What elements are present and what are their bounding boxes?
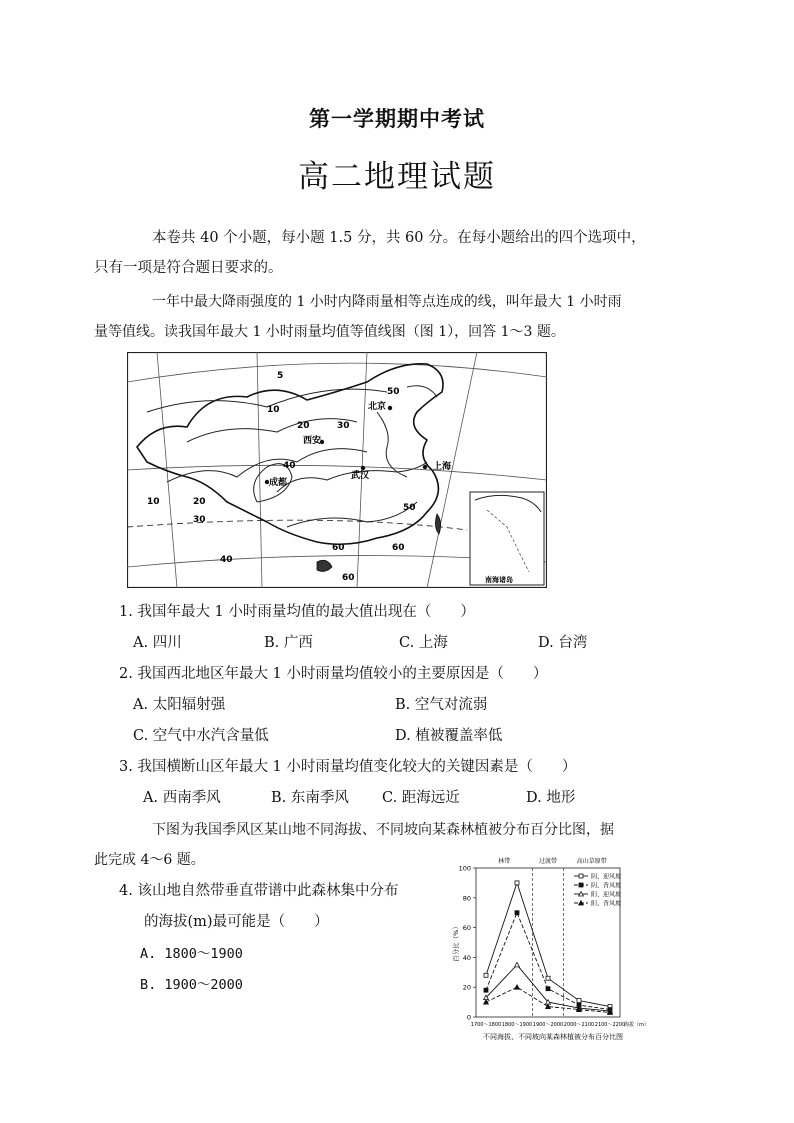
contour-label: 40 bbox=[283, 461, 296, 471]
question-1-stem: 1. 我国年最大 1 小时雨量均值的最大值出现在（ ） bbox=[119, 604, 475, 620]
data-point bbox=[484, 1000, 489, 1004]
city-label-shanghai: 上海 bbox=[433, 462, 452, 472]
y-tick-label: 60 bbox=[462, 924, 471, 933]
data-point bbox=[515, 911, 519, 915]
question-2-option-a: A. 太阳辐射强 bbox=[133, 697, 226, 713]
data-point bbox=[515, 881, 519, 885]
question-1-option-c: C. 上海 bbox=[399, 635, 448, 651]
question-1-option-a: A. 四川 bbox=[133, 635, 182, 651]
x-axis-label: 海拔（m） bbox=[624, 1022, 649, 1028]
question-4-option-a: A. 1800～1900 bbox=[140, 946, 243, 962]
contour-label: 60 bbox=[392, 543, 405, 553]
contour-label: 10 bbox=[267, 405, 280, 415]
contour-label: 60 bbox=[332, 543, 345, 553]
city-label-chengdu: 成都 bbox=[269, 478, 288, 488]
instructions-line-2: 只有一项是符合题日要求的。 bbox=[94, 260, 283, 276]
rainfall-isoline-map bbox=[127, 352, 547, 588]
x-tick-label: 2100～2200 bbox=[594, 1022, 626, 1028]
intro1-line-2: 量等值线。读我国年最大 1 小时雨量均值等值线图（图 1），回答 1～3 题。 bbox=[94, 324, 565, 340]
contour-label: 10 bbox=[147, 497, 160, 507]
exam-subtitle: 高二地理试题 bbox=[298, 159, 496, 195]
instructions-line-1: 本卷共 40 个小题，每小题 1.5 分，共 60 分。在每小题给出的四个选项中， bbox=[152, 230, 646, 246]
x-tick-label: 1900～2000 bbox=[532, 1022, 564, 1028]
contour-label: 50 bbox=[403, 503, 416, 513]
legend-label: 阴、背风坡 bbox=[591, 882, 622, 890]
x-tick-label: 2000～2100 bbox=[563, 1022, 595, 1028]
exam-title: 第一学期期中考试 bbox=[309, 106, 485, 131]
inset-frame bbox=[470, 492, 544, 585]
city-label-beijing: 北京 bbox=[368, 402, 387, 412]
data-point bbox=[515, 985, 520, 989]
forest-distribution-chart bbox=[446, 852, 660, 1044]
zone-label: 林带 bbox=[498, 858, 511, 865]
inset-label: 南海诸岛 bbox=[485, 576, 513, 584]
question-4-option-b: B. 1900～2000 bbox=[140, 977, 243, 993]
question-1-option-d: D. 台湾 bbox=[538, 635, 588, 651]
contour-label: 5 bbox=[277, 371, 284, 381]
question-2-option-c: C. 空气中水汽含量低 bbox=[133, 728, 269, 744]
question-1-option-b: B. 广西 bbox=[264, 635, 313, 651]
y-tick-label: 100 bbox=[458, 864, 471, 873]
question-3-stem: 3. 我国横断山区年最大 1 小时雨量均值变化较大的关键因素是（ ） bbox=[119, 759, 577, 775]
y-tick-label: 20 bbox=[462, 983, 471, 992]
question-3-option-a: A. 西南季风 bbox=[143, 790, 221, 806]
intro1-line-1: 一年中最大降雨强度的 1 小时内降雨量相等点连成的线，叫年最大 1 小时雨 bbox=[152, 294, 622, 310]
city-marker-beijing bbox=[388, 406, 392, 410]
data-point bbox=[484, 973, 488, 977]
data-point bbox=[515, 962, 520, 966]
city-marker-shanghai bbox=[423, 465, 427, 469]
contour-label: 30 bbox=[337, 421, 350, 431]
chart-legend bbox=[574, 872, 621, 907]
chart-svg bbox=[446, 852, 660, 1044]
question-4-stem-line-1: 4. 该山地自然带垂直带谱中此森林集中分布 bbox=[119, 883, 399, 899]
city-marker-wuhan bbox=[361, 466, 365, 470]
intro2-line-2: 此完成 4～6 题。 bbox=[94, 852, 205, 868]
map-svg bbox=[127, 352, 547, 588]
question-3-option-c: C. 距海远近 bbox=[382, 790, 460, 806]
y-tick-label: 0 bbox=[466, 1013, 471, 1022]
chart-title: 不同海拔、不同坡向某森林植被分布百分比图 bbox=[483, 1033, 623, 1041]
question-2-option-d: D. 植被覆盖率低 bbox=[395, 728, 503, 744]
question-3-option-b: B. 东南季风 bbox=[271, 790, 349, 806]
legend-label: 阳、迎风坡 bbox=[591, 891, 622, 899]
zone-label: 高山草原带 bbox=[576, 858, 607, 865]
contour-label: 40 bbox=[220, 555, 233, 565]
series-line-2 bbox=[486, 913, 610, 1010]
contour-label: 60 bbox=[342, 573, 355, 583]
contour-label: 50 bbox=[387, 387, 400, 397]
city-label-wuhan: 武汉 bbox=[351, 471, 370, 481]
x-tick-label: 1800～1900 bbox=[501, 1022, 533, 1028]
legend-marker bbox=[579, 883, 583, 887]
question-2-stem: 2. 我国西北地区年最大 1 小时雨量均值较小的主要原因是（ ） bbox=[119, 666, 548, 682]
question-3-option-d: D. 地形 bbox=[526, 790, 576, 806]
legend-label: 阳、背风坡 bbox=[591, 900, 622, 908]
zone-label: 过渡带 bbox=[538, 858, 558, 865]
data-point bbox=[484, 988, 488, 992]
intro2-line-1: 下图为我国季风区某山地不同海拔、不同坡向某森林植被分布百分比图，据 bbox=[152, 822, 614, 838]
data-point bbox=[546, 976, 550, 980]
data-point bbox=[546, 987, 550, 991]
city-label-xian: 西安 bbox=[303, 436, 322, 446]
y-tick-label: 40 bbox=[462, 953, 471, 962]
contour-label: 20 bbox=[297, 421, 310, 431]
legend-label: 阴、迎风坡 bbox=[591, 873, 622, 881]
question-2-option-b: B. 空气对流弱 bbox=[395, 697, 488, 713]
data-point bbox=[577, 999, 581, 1003]
y-tick-label: 80 bbox=[462, 894, 471, 903]
question-4-stem-line-2: 的海拔(m)最可能是（ ） bbox=[144, 914, 329, 930]
legend-marker bbox=[579, 874, 583, 878]
contour-label: 20 bbox=[193, 497, 206, 507]
y-axis-label: 百分比（%） bbox=[452, 923, 460, 962]
x-tick-label: 1700～1800 bbox=[470, 1022, 502, 1028]
contour-label: 30 bbox=[193, 515, 206, 525]
